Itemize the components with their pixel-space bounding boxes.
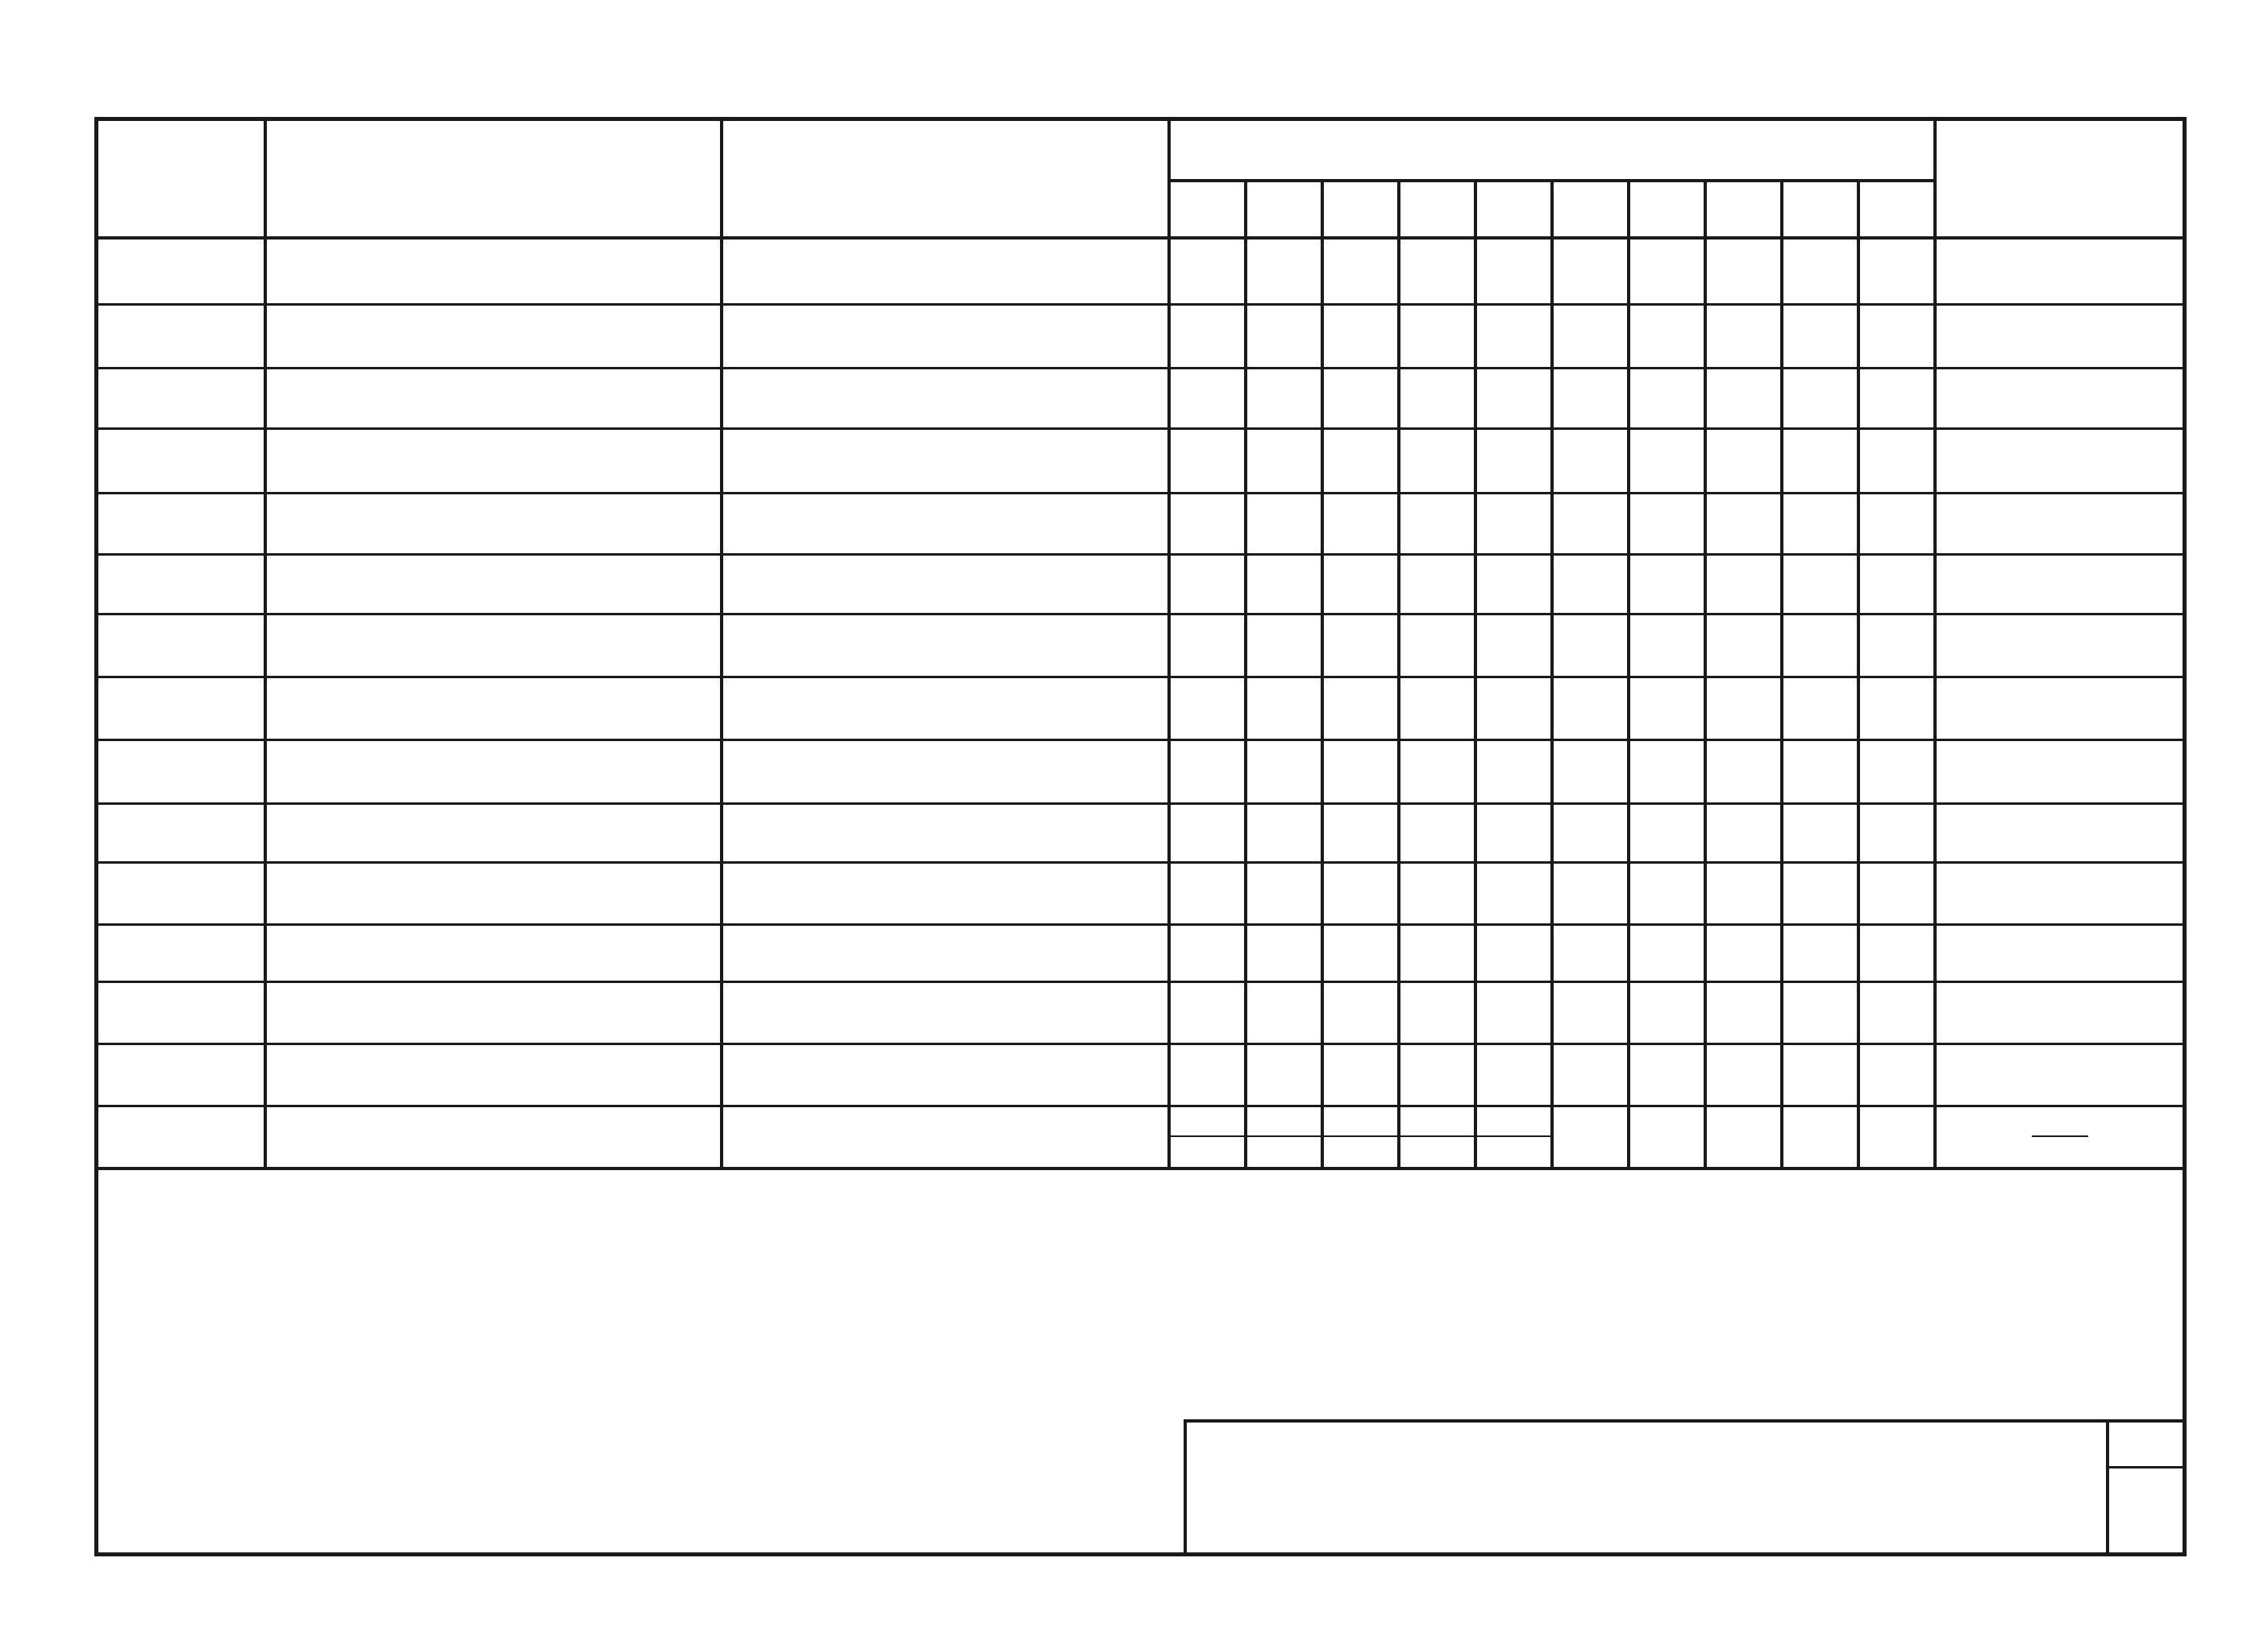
row-line-12 bbox=[94, 981, 2183, 983]
row-line-7 bbox=[94, 676, 2183, 678]
column-line-12 bbox=[1857, 179, 1860, 1167]
frame-bottom-line bbox=[94, 1552, 2187, 1556]
title-block-list-line bbox=[2106, 1466, 2183, 1468]
column-line-13 bbox=[1933, 117, 1937, 1167]
column-line-11 bbox=[1780, 179, 1783, 1167]
fraction-line bbox=[1167, 1135, 1550, 1137]
row-line-13 bbox=[94, 1043, 2183, 1045]
row-line-4 bbox=[94, 492, 2183, 494]
column-line-3 bbox=[1167, 117, 1171, 1167]
column-line-4 bbox=[1244, 179, 1247, 1167]
row-line-2 bbox=[94, 367, 2183, 369]
frame-top-line bbox=[94, 117, 2183, 121]
row-line-10 bbox=[94, 861, 2183, 864]
row-line-1 bbox=[94, 303, 2183, 306]
column-line-2 bbox=[720, 117, 723, 1167]
column-line-1 bbox=[264, 117, 267, 1167]
row-line-3 bbox=[94, 427, 2183, 430]
table-bottom-line bbox=[94, 1167, 2183, 1170]
column-line-7 bbox=[1474, 179, 1477, 1167]
row-line-6 bbox=[94, 613, 2183, 615]
title-block-top-line bbox=[1184, 1419, 2183, 1423]
column-line-8 bbox=[1550, 179, 1554, 1167]
frame-left-line bbox=[94, 117, 98, 1556]
row-line-5 bbox=[94, 553, 2183, 556]
column-line-9 bbox=[1627, 179, 1630, 1167]
title-block-left-line bbox=[1184, 1419, 1187, 1552]
title-block-list-divider bbox=[2106, 1419, 2109, 1552]
header-bottom-line bbox=[94, 236, 2183, 240]
column-line-5 bbox=[1321, 179, 1324, 1167]
column-line-10 bbox=[1704, 179, 1707, 1167]
row-line-9 bbox=[94, 802, 2183, 805]
frame-right-line bbox=[2183, 117, 2187, 1556]
row-line-11 bbox=[94, 923, 2183, 926]
column-line-6 bbox=[1397, 179, 1400, 1167]
note-fraction-line bbox=[2032, 1135, 2088, 1137]
row-line-14 bbox=[94, 1105, 2183, 1107]
row-line-8 bbox=[94, 739, 2183, 741]
